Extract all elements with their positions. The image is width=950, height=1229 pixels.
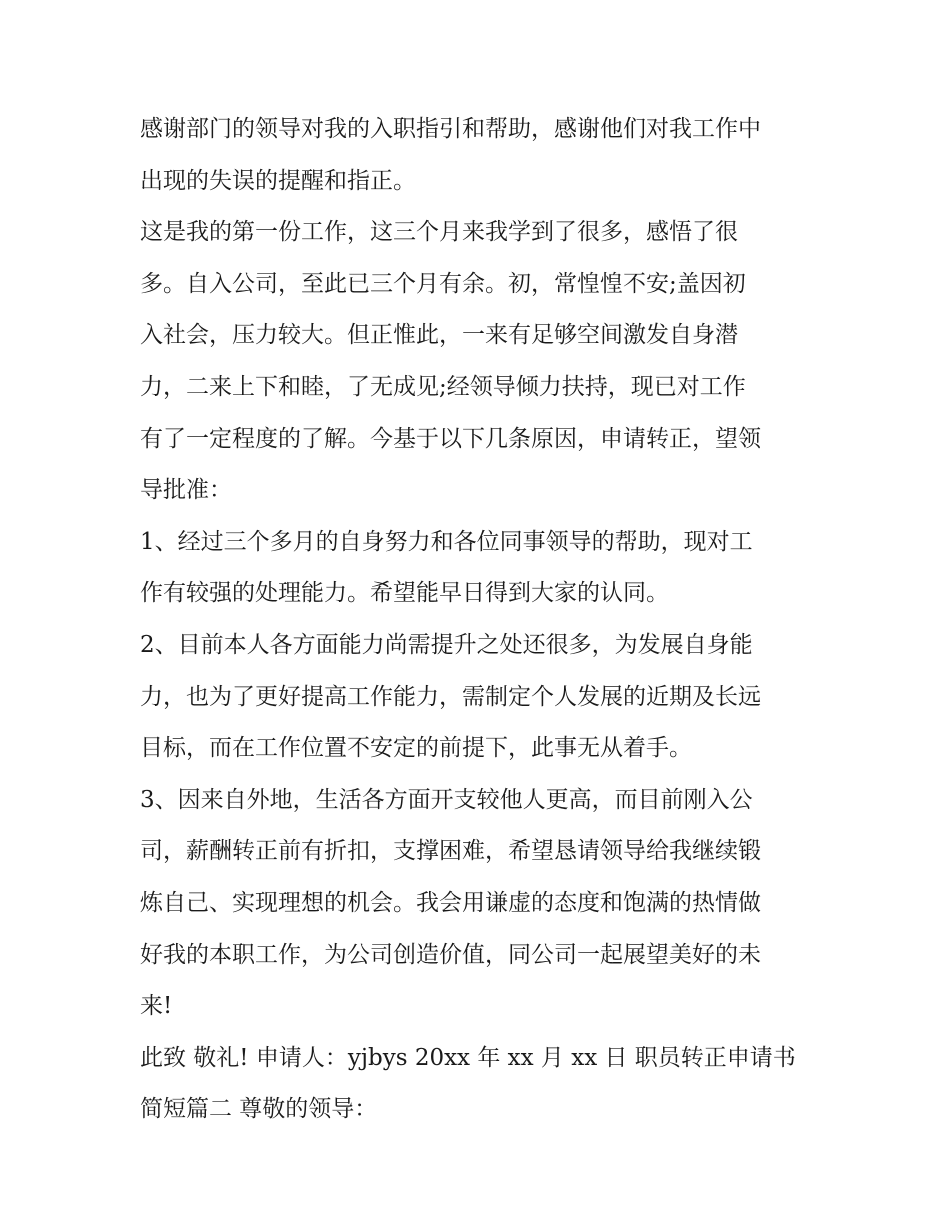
paragraph-thanks bbox=[140, 104, 820, 207]
text-line: 好我的本职工作，为公司创造价值，同公司一起展望美好的未 bbox=[140, 941, 761, 968]
paragraph-reason-2 bbox=[140, 620, 820, 775]
paragraph-reason-3 bbox=[140, 775, 820, 1033]
text-line: 2、目前本人各方面能力尚需提升之处还很多，为发展自身能 bbox=[140, 631, 753, 658]
text-line: 3、因来自外地，生活各方面开支较他人更高，而目前刚入公 bbox=[140, 786, 753, 813]
text-line: 炼自己、实现理想的机会。我会用谦虚的态度和饱满的热情做 bbox=[140, 889, 761, 916]
text-line: 多。自入公司，至此已三个月有余。初，常惶惶不安;盖因初 bbox=[140, 270, 746, 297]
text-line: 出现的失误的提醒和指正。 bbox=[140, 167, 416, 194]
paragraph-closing bbox=[140, 1033, 820, 1136]
text-line: 感谢部门的领导对我的入职指引和帮助，感谢他们对我工作中 bbox=[140, 116, 761, 142]
text-line: 力，二来上下和睦，了无成见;经领导倾力扶持，现已对工作 bbox=[140, 373, 746, 400]
text-line: 作有较强的处理能力。希望能早日得到大家的认同。 bbox=[140, 580, 669, 607]
text-line: 力，也为了更好提高工作能力，需制定个人发展的近期及长远 bbox=[140, 683, 761, 710]
text-line: 来! bbox=[140, 993, 173, 1020]
text-line: 入社会，压力较大。但正惟此，一来有足够空间激发自身潜 bbox=[140, 322, 738, 349]
text-line: 导批准： bbox=[140, 477, 232, 504]
paragraph-reason-1 bbox=[140, 517, 820, 620]
text-line: 简短篇二 尊敬的领导： bbox=[140, 1096, 378, 1123]
text-line: 这是我的第一份工作，这三个月来我学到了很多，感悟了很 bbox=[140, 219, 738, 246]
text-line: 此致 敬礼! 申请人：yjbys 20xx 年 xx 月 xx 日 职员转正申请书 bbox=[140, 1044, 796, 1071]
paragraph-intro bbox=[140, 207, 820, 517]
text-line: 1、经过三个多月的自身努力和各位同事领导的帮助，现对工 bbox=[140, 528, 753, 555]
text-line: 有了一定程度的了解。今基于以下几条原因，申请转正，望领 bbox=[140, 425, 761, 452]
document-body bbox=[140, 104, 820, 1136]
text-line: 目标，而在工作位置不安定的前提下，此事无从着手。 bbox=[140, 735, 692, 762]
text-line: 司，薪酬转正前有折扣，支撑困难，希望恳请领导给我继续锻 bbox=[140, 838, 761, 865]
